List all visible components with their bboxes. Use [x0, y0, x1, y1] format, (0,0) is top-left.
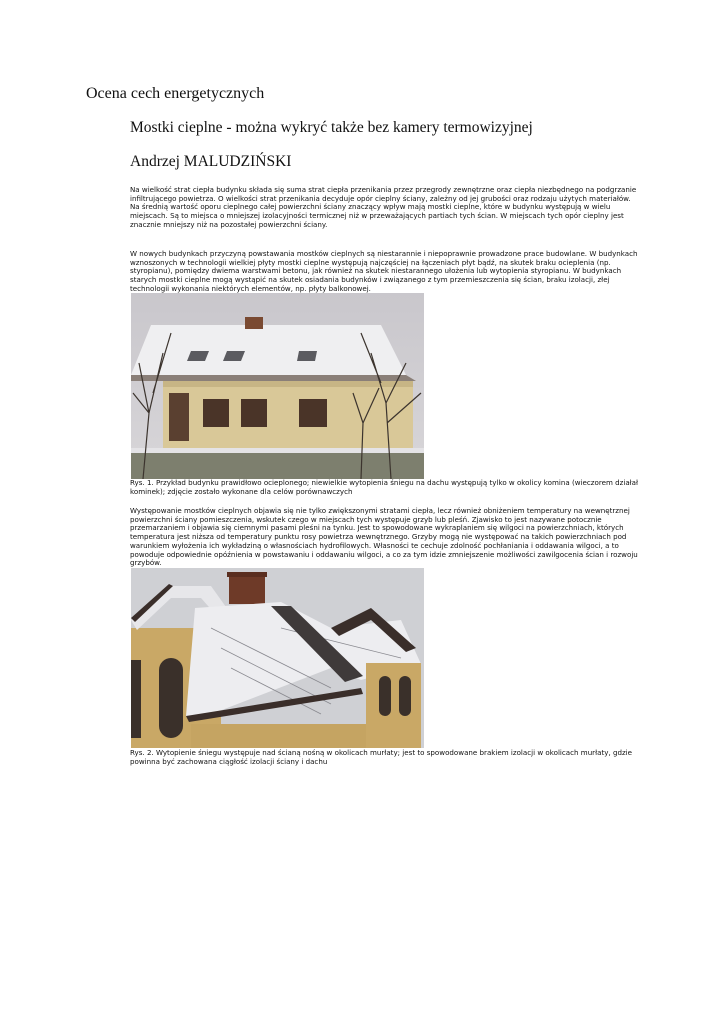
section-title: Ocena cech energetycznych	[86, 85, 265, 102]
paragraph-effects: Występowanie mostków cieplnych objawia się nie tylko zwiększonymi stratami ciepła, lecz również obniżeniem temperatury na wewnętrznej powierzchni ściany pomieszczenia, wskutek czego w miejscach tych występuje grzyb lub pleśń. Zjawisko to jest nazywane potocznie przemarzaniem i objawia się ciemnymi pasami pleśni na tynku. Jest to spowodowane wykraplaniem się wilgoci na powierzchniach, których temperatura jest niższa od temperatury punktu rosy powietrza wewnętrznego. Grzyby mogą nie występować na takich powierzchniach pod warunkiem wyłożenia ich wykładziną o własnościach hydrofilowych. Własności te cechuje zdolność pochłaniania i oddawania wilgoci, a to powoduje odpowiednie opóźnienia w powstawaniu i oddawaniu wilgoci, a co za tym idzie zmniejszenie możliwości zawilgocenia ścian i rozwoju grzybów.	[130, 506, 638, 568]
figure-2-caption: Rys. 2. Wytopienie śniegu występuje nad ścianą nośną w okolicach murłaty; jest to spowodowane brakiem izolacji w okolicach murłaty, gdzie powinna być zachowana ciągłość izolacji ściany i dachu	[130, 748, 633, 766]
article-title: Mostki cieplne - można wykryć także bez kamery termowizyjnej	[130, 119, 533, 136]
figure-1-photo	[131, 293, 424, 479]
figure-1-caption: Rys. 1. Przykład budynku prawidłowo ocieplonego; niewielkie wytopienia śniegu na dachu występują tylko w okolicy komina (wieczorem działał kominek); zdjęcie zostało wykonane dla celów porównawczych	[130, 478, 639, 496]
paragraph-causes: W nowych budynkach przyczyną powstawania mostków cieplnych są niestarannie i niepoprawnie prowadzone prace budowlane. W budynkach wznoszonych w technologii wielkiej płyty mostki cieplne występują najczęściej na łączeniach płyt bądź, na skutek braku ocieplenia (np. styropianu), pomiędzy dwiema warstwami betonu, jak również na skutek niestarannego ułożenia lub wytopienia styropianu. W budynkach starych mostki cieplne mogą wystąpić na skutek osiadania budynków i związanego z tym przemieszczenia się ścian, braku izolacji, złej technologii wykonania niektórych elementów, np. płyty balkonowej.	[130, 249, 638, 293]
author-name: Andrzej MALUDZIŃSKI	[130, 153, 292, 170]
figure-2-photo	[131, 568, 424, 748]
paragraph-heat-loss: Na wielkość strat ciepła budynku składa się suma strat ciepła przenikania przez przegrody zewnętrzne oraz ciepła niezbędnego na podgrzanie infiltrującego powietrza. O wielkości strat przenikania decyduje opór cieplny ściany, zależny od jej grubości oraz rodzaju użytych materiałów. Na średnią wartość oporu cieplnego całej powierzchni ściany znaczący wpływ mają mostki cieplne, które w budynku występują w wielu miejscach. Są to miejsca o mniejszej izolacyjności termicznej niż w przeważających partiach tych ścian. W miejscach tych opór cieplny jest znacznie mniejszy niż na pozostałej powierzchni ściany.	[130, 185, 637, 229]
